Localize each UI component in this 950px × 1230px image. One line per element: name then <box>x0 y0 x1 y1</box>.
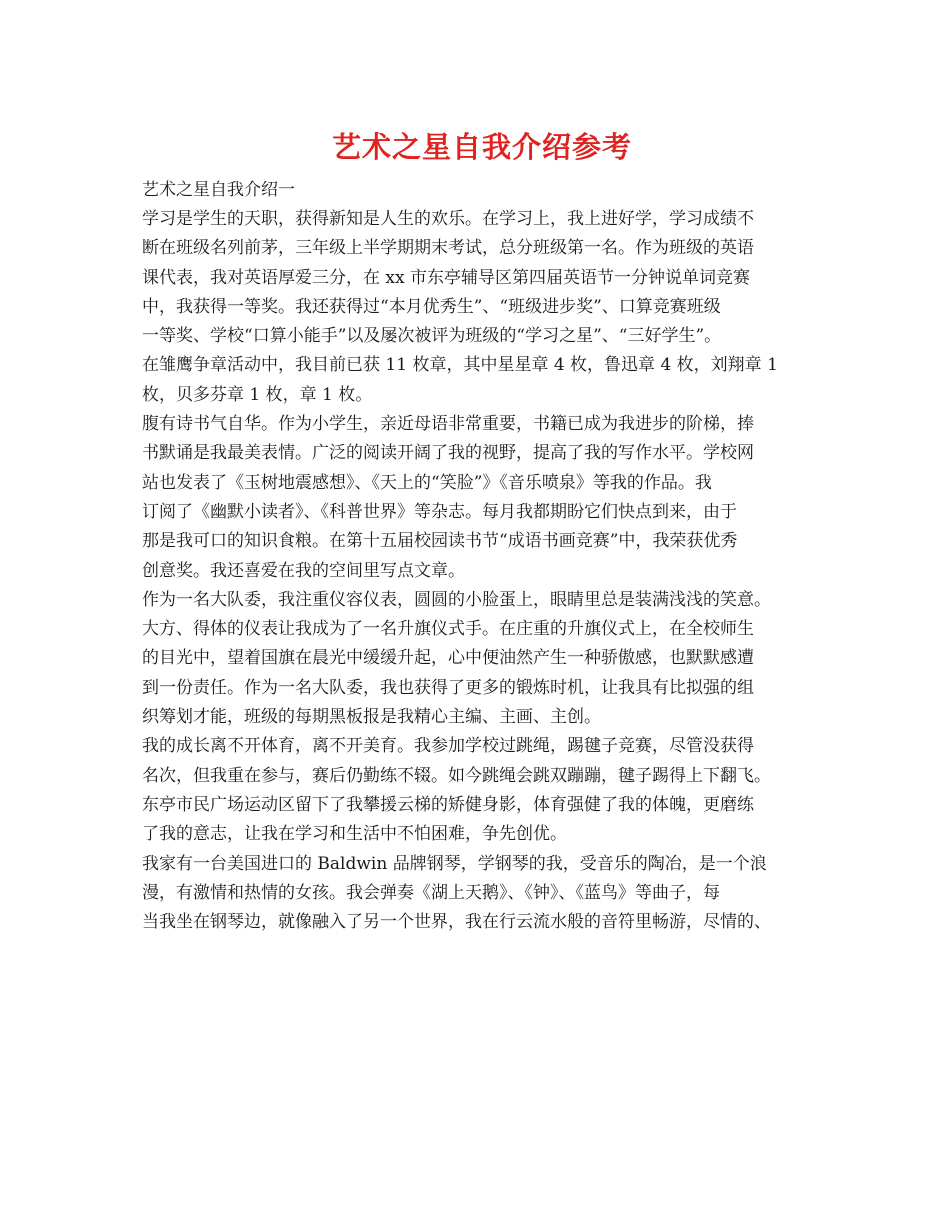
text-line: 我的成长离不开体育，离不开美育。我参加学校过跳绳，踢毽子竞赛，尽管没获得 <box>142 736 754 757</box>
text-line: 漫，有激情和热情的女孩。我会弹奏《湖上天鹅》、《钟》、《蓝鸟》等曲子，每 <box>142 882 720 903</box>
text-line: 腹有诗书气自华。作为小学生，亲近母语非常重要，书籍已成为我进步的阶梯，捧 <box>142 414 754 435</box>
text-line: 断在班级名列前茅，三年级上半学期期末考试，总分班级第一名。作为班级的英语 <box>142 238 754 259</box>
text-line: 我家有一台美国进口的 Baldwin 品牌钢琴，学钢琴的我，受音乐的陶冶，是一个浪 <box>142 853 767 874</box>
text-line: 中，我获得一等奖。我还获得过“本月优秀生”、“班级进步奖”、口算竞赛班级 <box>142 296 721 317</box>
text-line: 订阅了《幽默小读者》、《科普世界》等杂志。每月我都期盼它们快点到来，由于 <box>142 501 737 522</box>
text-line: 书默诵是我最美表情。广泛的阅读开阔了我的视野，提高了我的写作水平。学校网 <box>142 443 754 464</box>
paragraph-sports <box>142 732 822 849</box>
text-line: 课代表，我对英语厚爱三分，在 xx 市东亭辅导区第四届英语节一分钟说单词竞赛 <box>142 267 750 288</box>
text-line: 那是我可口的知识食粮。在第十五届校园读书节“成语书画竞赛”中，我荣获优秀 <box>142 531 738 552</box>
section-heading: 艺术之星自我介绍一 <box>142 180 295 200</box>
text-line: 一等奖、学校“口算小能手”以及屡次被评为班级的“学习之星”、“三好学生”。 <box>142 326 722 347</box>
text-line: 大方、得体的仪表让我成为了一名升旗仪式手。在庄重的升旗仪式上，在全校师生 <box>142 619 754 640</box>
text-line: 织筹划才能，班级的每期黑板报是我精心主编、主画、主创。 <box>142 707 601 728</box>
text-line: 作为一名大队委，我注重仪容仪表，圆圆的小脸蛋上，眼睛里总是装满浅浅的笑意。 <box>142 589 771 610</box>
text-line: 了我的意志，让我在学习和生活中不怕困难，争先创优。 <box>142 824 567 845</box>
paragraph-brigade <box>142 586 822 732</box>
text-line: 站也发表了《玉树地震感想》、《天上的“笑脸”》《音乐喷泉》等我的作品。我 <box>142 472 712 493</box>
text-line: 到一份责任。作为一名大队委，我也获得了更多的锻炼时机，让我具有比拟强的组 <box>142 677 754 698</box>
text-line: 学习是学生的天职，获得新知是人生的欢乐。在学习上，我上进好学，学习成绩不 <box>142 209 754 229</box>
text-line: 的目光中，望着国旗在晨光中缓缓升起，心中便油然产生一种骄傲感，也默默感遭 <box>142 648 754 669</box>
paragraph-reading <box>142 410 822 586</box>
paragraph-piano <box>142 850 822 938</box>
text-line: 当我坐在钢琴边，就像融入了另一个世界，我在行云流水般的音符里畅游，尽情的、 <box>142 912 771 933</box>
paragraph-study <box>142 205 822 410</box>
document-body <box>142 124 822 937</box>
text-line: 枚，贝多芬章 1 枚，章 1 枚。 <box>142 384 373 405</box>
text-line: 创意奖。我还喜爱在我的空间里写点文章。 <box>142 560 465 581</box>
page-title: 艺术之星自我介绍参考 <box>331 130 632 164</box>
text-line: 在雏鹰争章活动中，我目前已获 11 枚章，其中星星章 4 枚，鲁迅章 4 枚，刘翔章 1 <box>142 355 778 376</box>
text-line: 东亭市民广场运动区留下了我攀援云梯的矫健身影，体育强健了我的体魄，更磨练 <box>142 794 754 815</box>
text-line: 名次，但我重在参与，赛后仍勤练不辍。如今跳绳会跳双蹦蹦，毽子踢得上下翻飞。 <box>142 765 771 786</box>
